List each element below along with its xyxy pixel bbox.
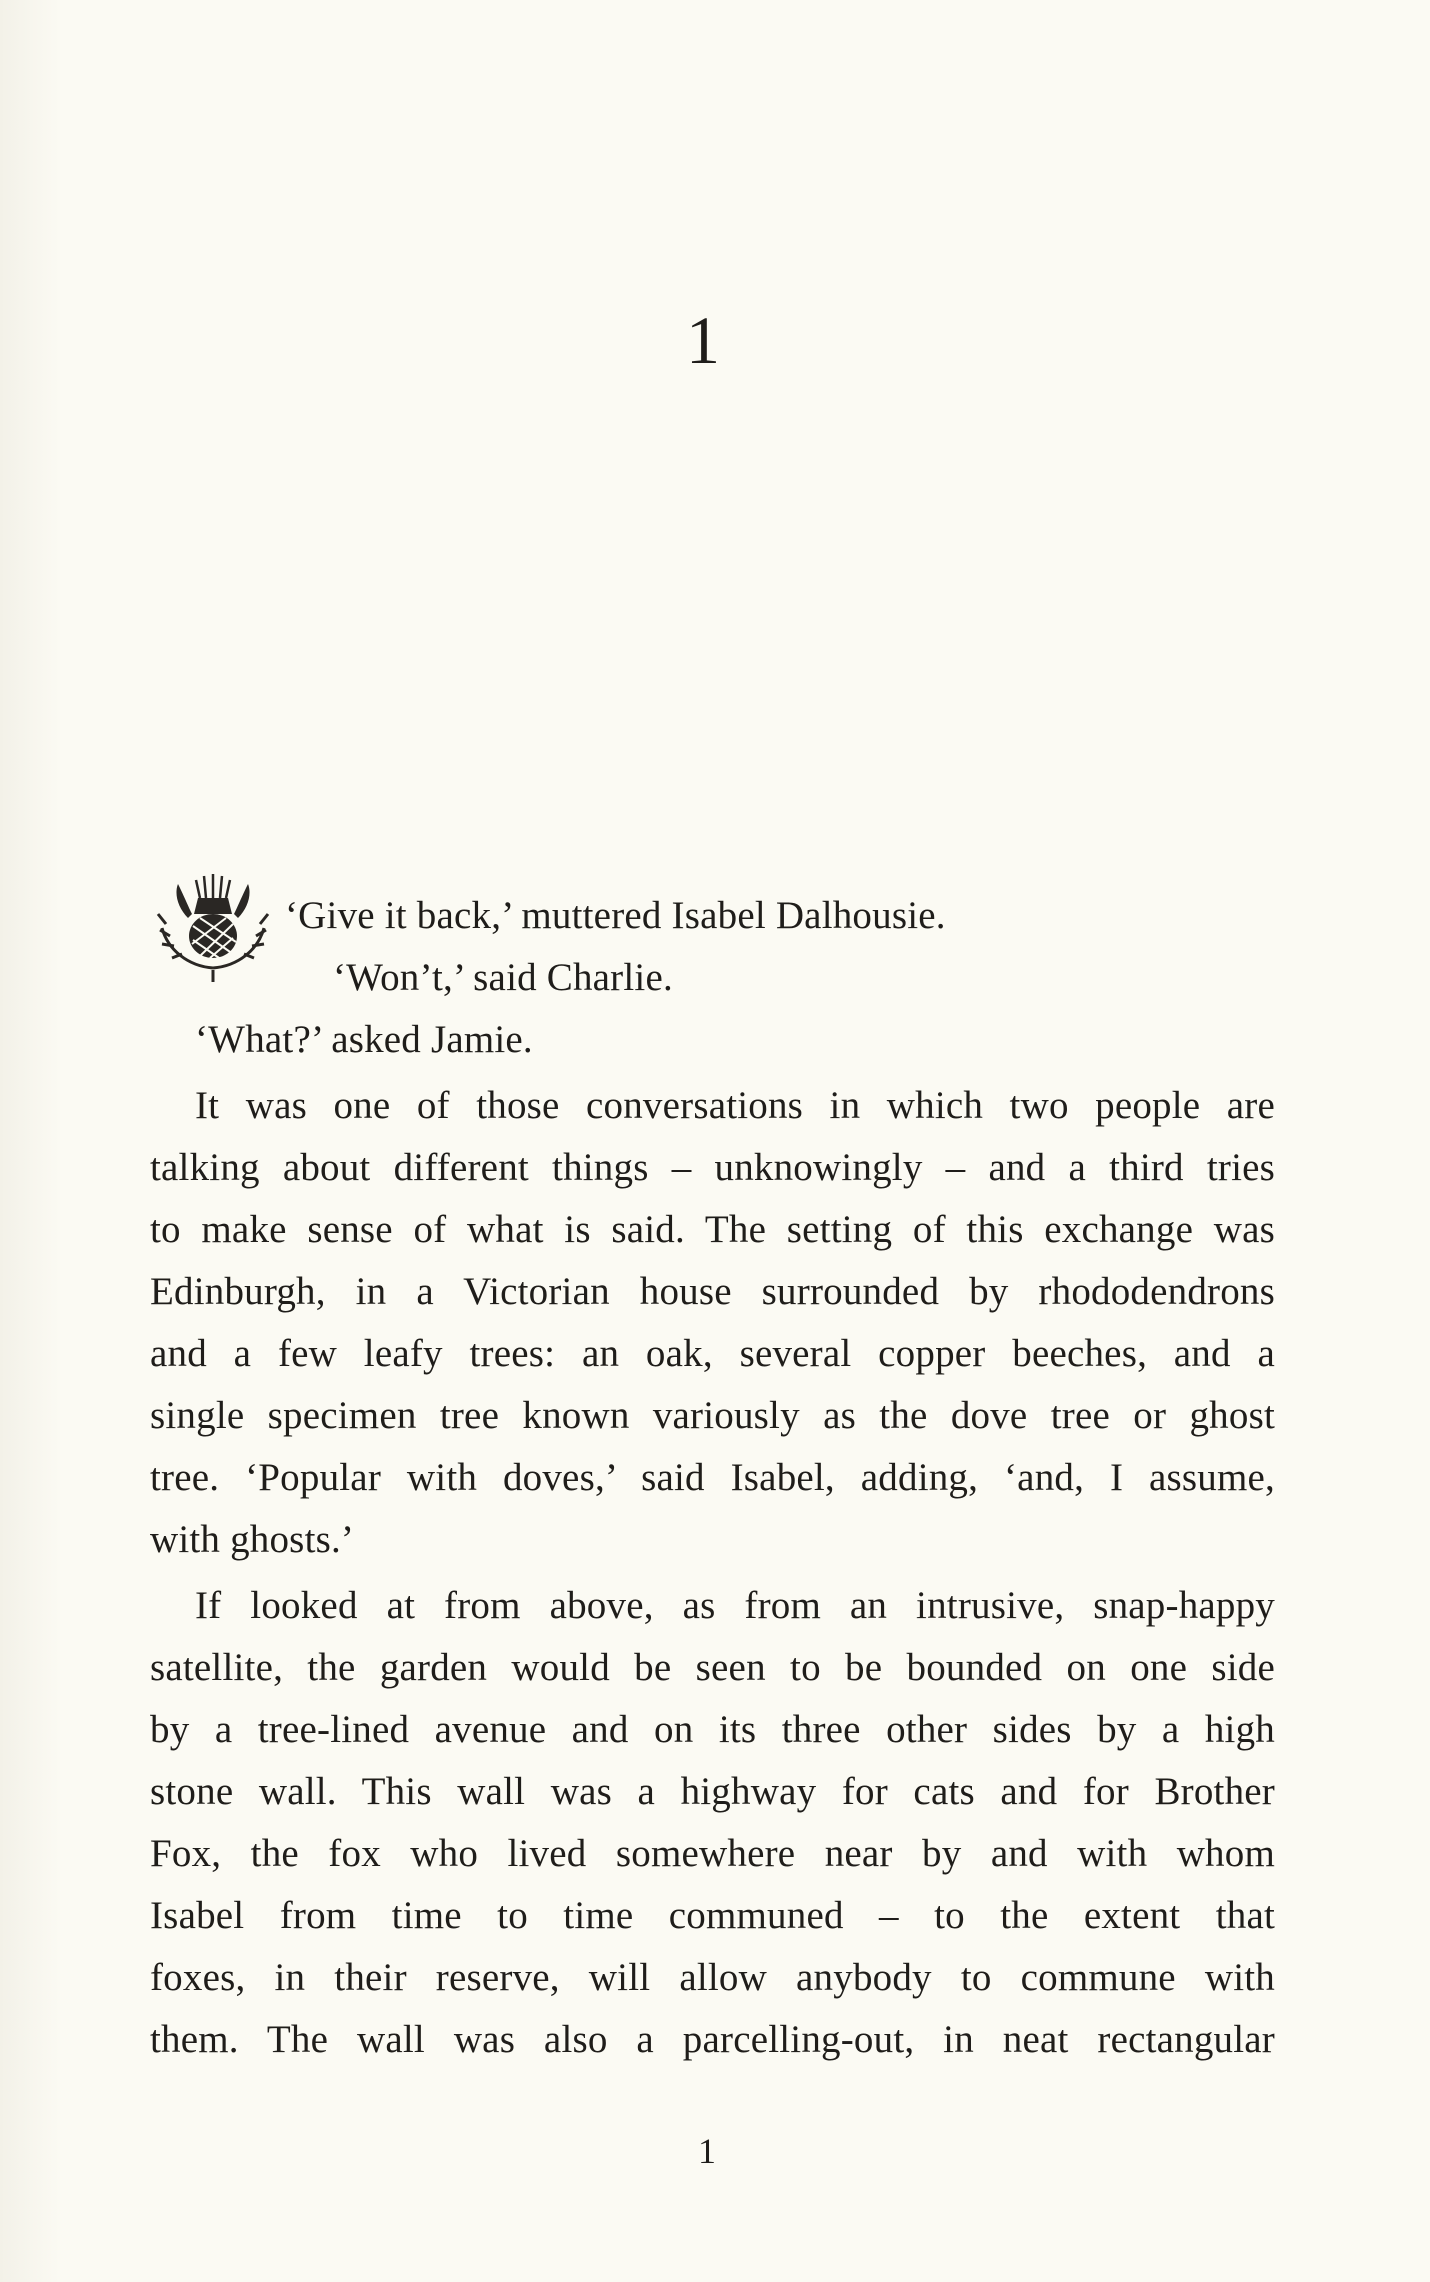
dialogue-line: ‘What?’ asked Jamie. — [195, 1018, 533, 1061]
text-line: them. The wall was also a parcelling-out, in neat rectangular — [150, 2018, 1275, 2061]
chapter-body — [150, 885, 1275, 2071]
text-line: Fox, the fox who lived somewhere near by and with whom — [150, 1832, 1275, 1875]
text-line: by a tree-lined avenue and on its three other sides by a high — [150, 1708, 1275, 1751]
text-line: Edinburgh, in a Victorian house surrounded by rhododendrons — [150, 1270, 1275, 1313]
text-line: stone wall. This wall was a highway for cats and for Brother — [150, 1770, 1275, 1813]
text-line: talking about different things – unknowingly – and a third tries — [150, 1146, 1275, 1189]
text-line: single specimen tree known variously as the dove tree or ghost — [150, 1394, 1275, 1437]
text-line: If looked at from above, as from an intrusive, snap-happy — [195, 1584, 1275, 1627]
chapter-number: 1 — [686, 302, 720, 378]
paragraph — [150, 1575, 1275, 2071]
paragraph — [150, 1075, 1275, 1571]
text-line: with ghosts.’ — [150, 1518, 355, 1561]
text-line: It was one of those conversations in which two people are — [195, 1084, 1275, 1127]
text-line: to make sense of what is said. The setting of this exchange was — [150, 1208, 1275, 1251]
text-line: satellite, the garden would be seen to be bounded on one side — [150, 1646, 1275, 1689]
text-line: tree. ‘Popular with doves,’ said Isabel, adding, ‘and, I assume, — [150, 1456, 1275, 1499]
text-line: Isabel from time to time communed – to the extent that — [150, 1894, 1275, 1937]
text-line: foxes, in their reserve, will allow anybody to commune with — [150, 1956, 1275, 1999]
text-line: and a few leafy trees: an oak, several copper beeches, and a — [150, 1332, 1275, 1375]
page-number: 1 — [698, 2131, 716, 2171]
dialogue-line: ‘Won’t,’ said Charlie. — [333, 956, 673, 999]
dialogue-line: ‘Give it back,’ muttered Isabel Dalhousie. — [285, 894, 946, 937]
